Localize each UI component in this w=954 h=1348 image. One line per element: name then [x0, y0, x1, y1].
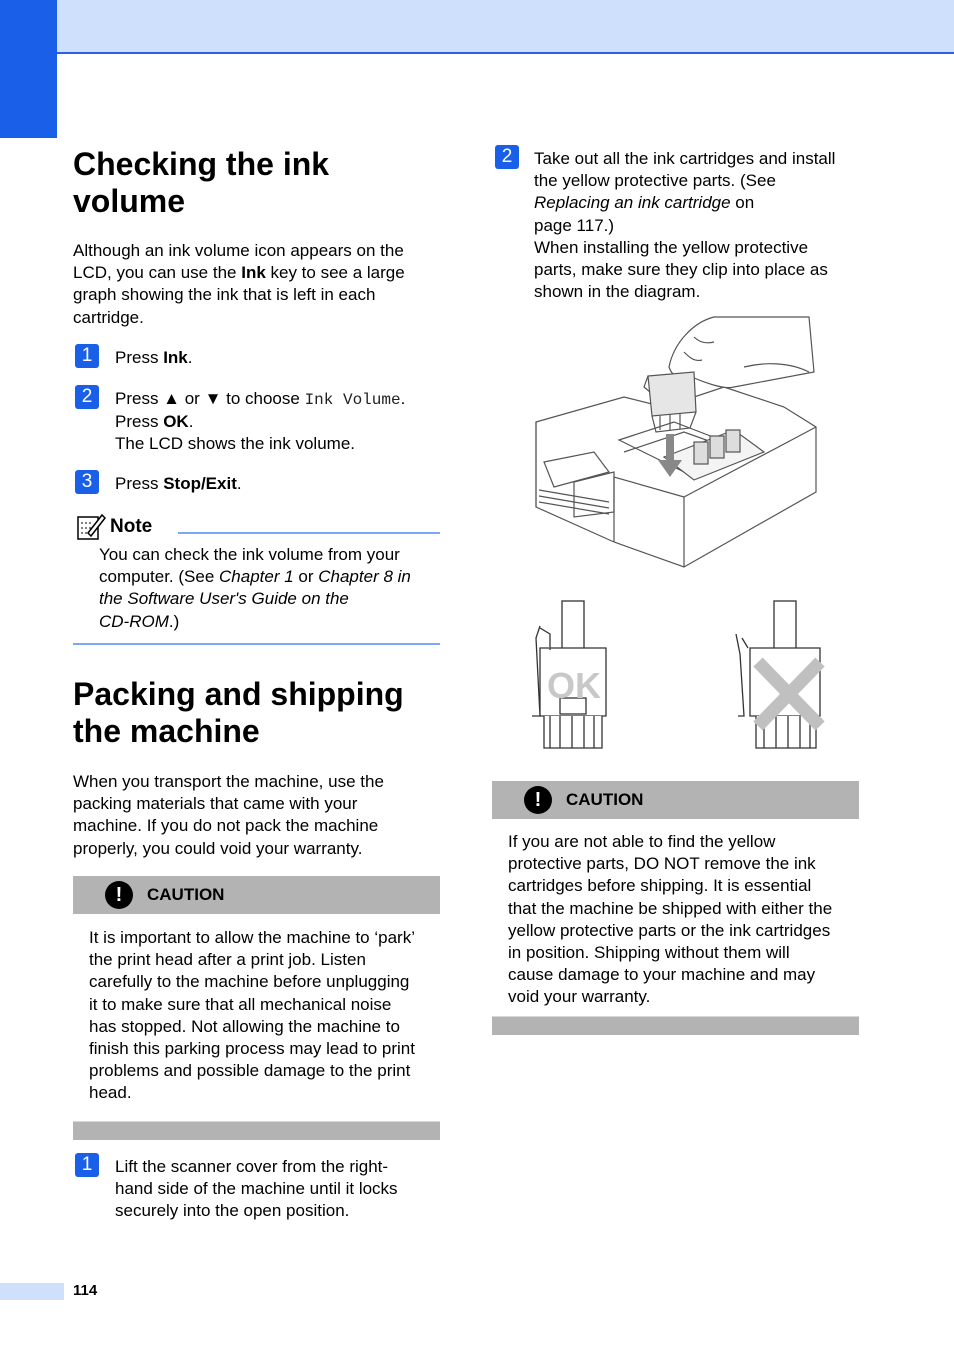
caution-end-bar-right — [492, 1016, 859, 1035]
chapter-tab — [0, 0, 57, 138]
step-number-2: 2 — [75, 385, 99, 409]
exclamation-icon: ! — [524, 786, 552, 814]
step-right-text: Take out all the ink cartridges and install the yellow protective parts. (See Replacing an ink cartridge on page 117.) When installing the yellow protective parts, make sure they clip into place as shown in the diagram. — [534, 149, 836, 302]
page-number-bar — [0, 1283, 64, 1300]
caution-bar-right — [492, 781, 859, 819]
step-2-text: Press ▲ or ▼ to choose Ink Volume. Press OK. The LCD shows the ink volume. — [115, 389, 406, 454]
note-top-rule — [178, 532, 440, 534]
ok-label: OK — [547, 665, 601, 706]
caution-end-bar-left — [73, 1121, 440, 1140]
note-bottom-rule — [73, 643, 440, 645]
note-icon — [76, 511, 106, 541]
caution-body-left: It is important to allow the machine to ‘park’ the print head after a print job. Listen carefully to the machine before unplugging it to make sure that all mechanical noise has stopped. Not allowing the machine to finish this parking process may lead to print problems and possible damage to the print head. — [89, 928, 415, 1103]
caution-bar-left — [73, 876, 440, 914]
note-body: You can check the ink volume from your computer. (See Chapter 1 or Chapter 8 in the Software User's Guide on the CD-ROM.) — [99, 545, 411, 631]
step-3-text: Press Stop/Exit. — [115, 474, 242, 493]
step-number-right: 2 — [495, 145, 519, 169]
step-number-1: 1 — [75, 344, 99, 368]
intro-paragraph: Although an ink volume icon appears on the LCD, you can use the Ink key to see a large graph showing the ink that is left in each cartridge. — [73, 241, 405, 327]
note-label: Note — [110, 516, 153, 537]
header-bar — [57, 0, 954, 54]
step-number-final: 1 — [75, 1153, 99, 1177]
heading-checking-ink: Checking the ink volume — [73, 146, 330, 219]
step-final-text: Lift the scanner cover from the right- hand side of the machine until it locks securely into the open position. — [115, 1157, 398, 1221]
cartridge-wrong-illustration — [730, 598, 830, 753]
exclamation-icon: ! — [105, 881, 133, 909]
page-number: 114 — [73, 1282, 98, 1299]
caution-body-right: If you are not able to find the yellow protective parts, DO NOT remove the ink cartridges before shipping. It is essential that the machine be shipped with either the yellow protective parts or the ink cartridges in position. Shipping without them will cause damage to your machine and may void your warranty. — [508, 832, 833, 1007]
step-1-text: Press Ink. — [115, 348, 193, 367]
cartridge-ok-illustration — [520, 598, 610, 753]
packing-paragraph: When you transport the machine, use the packing materials that came with your machine. If you do not pack the machine properly, you could void your warranty. — [73, 772, 384, 858]
caution-label: CAUTION — [147, 885, 225, 904]
heading-packing-shipping: Packing and shipping the machine — [73, 676, 404, 749]
machine-illustration — [534, 312, 819, 570]
step-number-3: 3 — [75, 470, 99, 494]
caution-label: CAUTION — [566, 790, 644, 809]
